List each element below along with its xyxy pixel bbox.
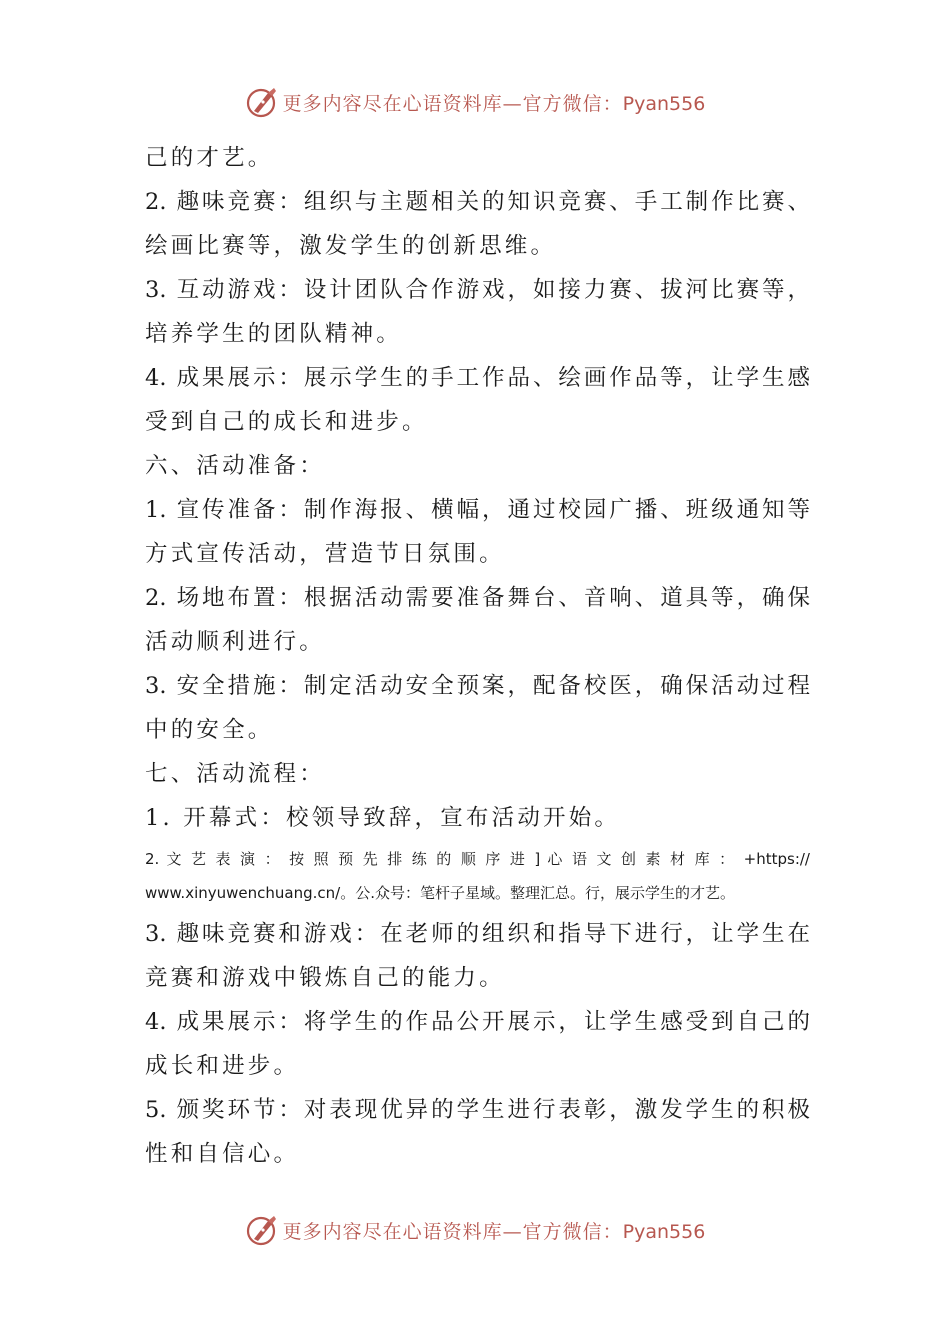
paragraph-line: 活动顺利进行。 [145,629,325,655]
paragraph-line: 4. 成果展示：将学生的作品公开展示，让学生感受到自己的 [145,1009,810,1035]
section-heading: 七、活动流程： [145,761,325,787]
paragraph-line: 1. 开幕式：校领导致辞，宣布活动开始。 [145,805,621,831]
banner-prefix: 更多内容尽在心语资料库—官方微信： [282,92,623,115]
paragraph-line: 成长和进步。 [145,1053,300,1079]
banner-wechat-id: Pyan556 [622,92,706,115]
paragraph-line: 1. 宣传准备：制作海报、横幅，通过校园广播、班级通知等 [145,497,810,523]
paragraph-line: 2. 场地布置：根据活动需要准备舞台、音响、道具等，确保 [145,585,810,611]
paragraph-line: 3. 趣味竞赛和游戏：在老师的组织和指导下进行，让学生在 [145,921,810,947]
inserted-ad-line: 2. 文 艺 表 演 ： 按 照 预 先 排 练 的 顺 序 进 ] 心 语 文 创 素 材 库 ： +https:// [145,850,810,868]
paragraph-line: 性和自信心。 [145,1141,300,1167]
header-banner [0,82,950,122]
paragraph-line: 5. 颁奖环节：对表现优异的学生进行表彰，激发学生的积极 [145,1097,810,1123]
paragraph-line: 3. 安全措施：制定活动安全预案，配备校医，确保活动过程 [145,673,810,699]
document-body [145,136,810,1176]
paragraph-line: 己的才艺。 [145,145,274,171]
banner-prefix: 更多内容尽在心语资料库—官方微信： [282,1220,623,1243]
banner-wechat-id: Pyan556 [622,1220,706,1243]
section-heading: 六、活动准备： [145,453,325,479]
banner-text [283,89,706,116]
pen-nib-circle-icon [245,85,279,119]
paragraph-line: 中的安全。 [145,717,274,743]
footer-banner [0,1210,950,1250]
paragraph-line: 绘画比赛等，激发学生的创新思维。 [145,233,557,259]
paragraph-line: 竞赛和游戏中锻炼自己的能力。 [145,965,505,991]
paragraph-line: 2. 趣味竞赛：组织与主题相关的知识竞赛、手工制作比赛、 [145,189,810,215]
inserted-ad-line: www.xinyuwenchuang.cn/。公.众号：笔杆子星域。整理汇总。行，展示学生的才艺。 [145,884,735,902]
paragraph-line: 培养学生的团队精神。 [145,321,403,347]
banner-text [283,1217,706,1244]
paragraph-line: 受到自己的成长和进步。 [145,409,428,435]
paragraph-line: 4. 成果展示：展示学生的手工作品、绘画作品等，让学生感 [145,365,810,391]
pen-nib-circle-icon [245,1213,279,1247]
paragraph-line: 方式宣传活动，营造节日氛围。 [145,541,505,567]
paragraph-line: 3. 互动游戏：设计团队合作游戏，如接力赛、拔河比赛等， [145,277,810,303]
